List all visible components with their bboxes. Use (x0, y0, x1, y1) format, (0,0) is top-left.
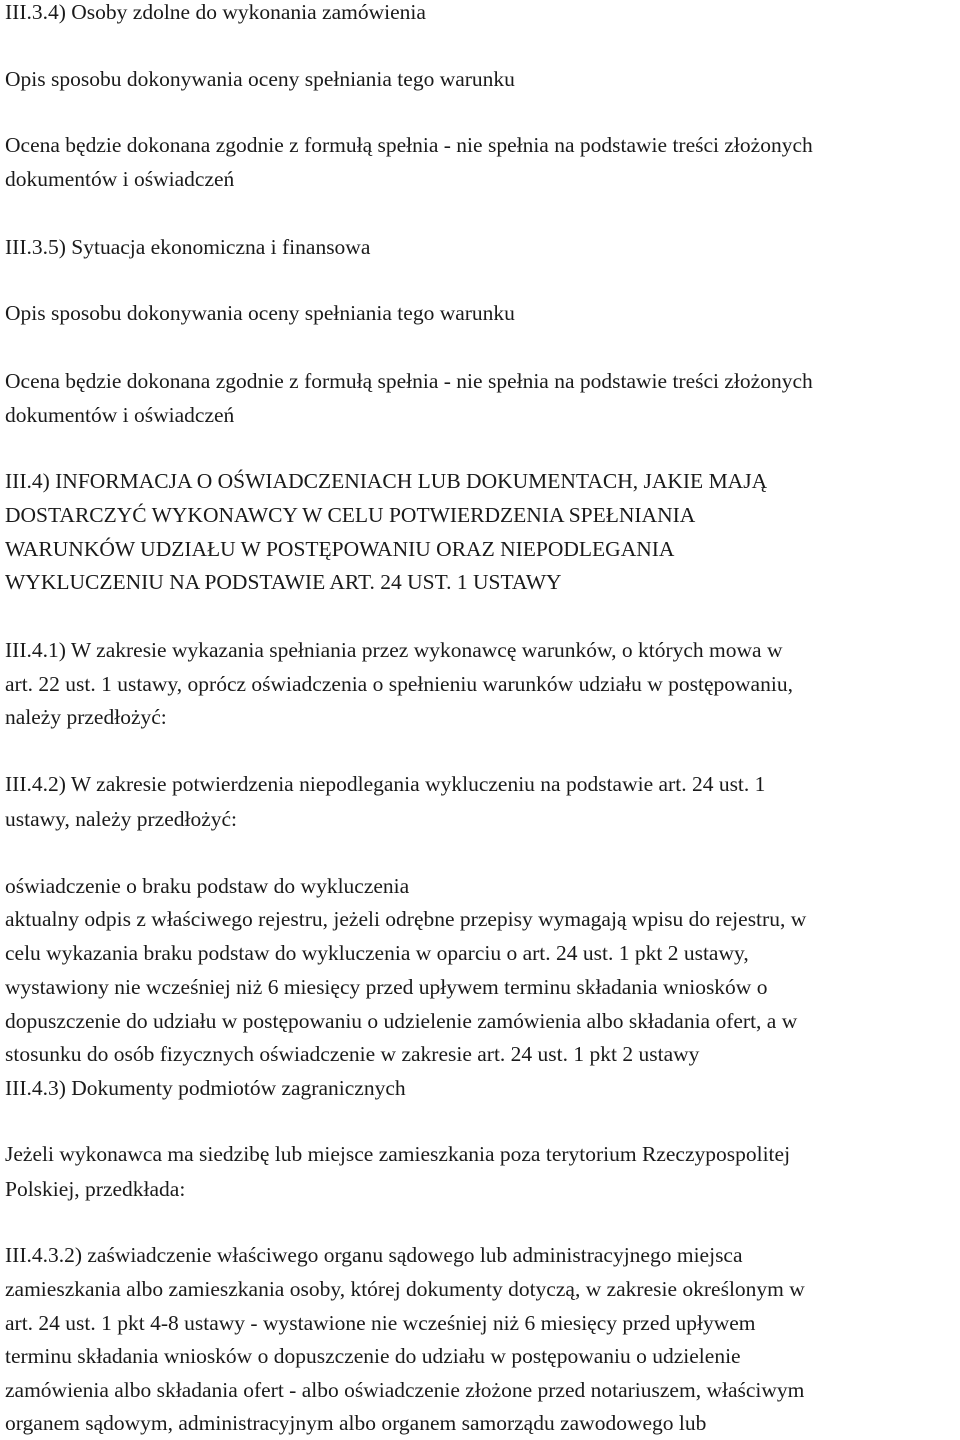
section-iii-4-3-2-text: III.4.3.2) zaświadczenie właściwego organu sądowego lub administracyjnego miejsca (5, 1243, 743, 1267)
section-iii-4-3-2-text: art. 24 ust. 1 pkt 4-8 ustawy - wystawione nie wcześniej niż 6 miesięcy przed upływem (5, 1311, 756, 1335)
section-heading-iii-4: III.4) INFORMACJA O OŚWIADCZENIACH LUB DOKUMENTACH, JAKIE MAJĄ (5, 469, 768, 493)
assessment-text: Ocena będzie dokonana zgodnie z formułą spełnia - nie spełnia na podstawie treści złożonych (5, 369, 813, 393)
requirement-item: celu wykazania braku podstaw do wykluczenia w oparciu o art. 24 ust. 1 pkt 2 ustawy, (5, 941, 749, 965)
section-heading-iii-3-4: III.3.4) Osoby zdolne do wykonania zamówienia (5, 0, 426, 24)
foreign-entities-text: Polskiej, przedkłada: (5, 1177, 186, 1201)
section-iii-4-3-2-text: zamieszkania albo zamieszkania osoby, której dokumenty dotyczą, w zakresie określonym w (5, 1277, 805, 1301)
section-iii-4-1-text: należy przedłożyć: (5, 705, 167, 729)
section-heading-iii-3-5: III.3.5) Sytuacja ekonomiczna i finansowa (5, 235, 371, 259)
requirement-item: dopuszczenie do udziału w postępowaniu o udzielenie zamówienia albo składania ofert, a w (5, 1009, 798, 1033)
section-iii-4-3-2-text: terminu składania wniosków o dopuszczenie do udziału w postępowaniu o udzielenie (5, 1344, 741, 1368)
section-heading-iii-4-3: III.4.3) Dokumenty podmiotów zagranicznych (5, 1076, 406, 1100)
section-iii-4-1-text: art. 22 ust. 1 ustawy, oprócz oświadczenia o spełnieniu warunków udziału w postępowaniu, (5, 672, 793, 696)
assessment-description-label: Opis sposobu dokonywania oceny spełniania tego warunku (5, 301, 515, 325)
requirement-item: wystawiony nie wcześniej niż 6 miesięcy przed upływem terminu składania wniosków o (5, 975, 768, 999)
requirement-item: aktualny odpis z właściwego rejestru, jeżeli odrębne przepisy wymagają wpisu do rejestru, w (5, 907, 807, 931)
requirement-item: oświadczenie o braku podstaw do wykluczenia (5, 874, 410, 898)
assessment-text: dokumentów i oświadczeń (5, 403, 235, 427)
assessment-text: Ocena będzie dokonana zgodnie z formułą spełnia - nie spełnia na podstawie treści złożonych (5, 133, 813, 157)
section-iii-4-3-2-text: organem sądowym, administracyjnym albo organem samorządu zawodowego lub (5, 1411, 707, 1435)
foreign-entities-text: Jeżeli wykonawca ma siedzibę lub miejsce zamieszkania poza terytorium Rzeczypospolitej (5, 1142, 791, 1166)
requirement-item: stosunku do osób fizycznych oświadczenie w zakresie art. 24 ust. 1 pkt 2 ustawy (5, 1042, 700, 1066)
section-heading-iii-4: WYKLUCZENIU NA PODSTAWIE ART. 24 UST. 1 USTAWY (5, 570, 562, 594)
section-iii-4-2-text: ustawy, należy przedłożyć: (5, 807, 238, 831)
section-iii-4-2-text: III.4.2) W zakresie potwierdzenia niepodlegania wykluczeniu na podstawie art. 24 ust. 1 (5, 772, 766, 796)
assessment-description-label: Opis sposobu dokonywania oceny spełniania tego warunku (5, 67, 515, 91)
section-heading-iii-4: WARUNKÓW UDZIAŁU W POSTĘPOWANIU ORAZ NIEPODLEGANIA (5, 537, 675, 561)
section-iii-4-1-text: III.4.1) W zakresie wykazania spełniania przez wykonawcę warunków, o których mowa w (5, 638, 783, 662)
assessment-text: dokumentów i oświadczeń (5, 167, 235, 191)
section-iii-4-3-2-text: zamówienia albo składania ofert - albo oświadczenie złożone przed notariuszem, właściwym (5, 1378, 805, 1402)
section-heading-iii-4: DOSTARCZYĆ WYKONAWCY W CELU POTWIERDZENIA SPEŁNIANIA (5, 503, 696, 527)
